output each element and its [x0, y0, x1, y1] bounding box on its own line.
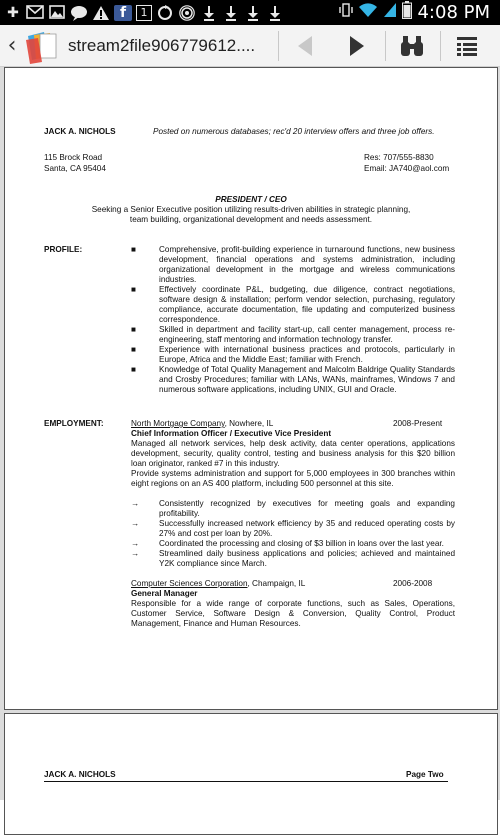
document-page-2: [4, 713, 498, 835]
vibrate-icon: [339, 2, 353, 23]
download-icon: [222, 5, 240, 21]
battery-icon: [402, 1, 412, 24]
list-item: ■ Comprehensive, profit-building experience in turnaround functions, new business development, financial operations and systems administration, including organizational development in the mortgage and wireless communications industries.: [131, 245, 455, 284]
email-address: Email: JA740@aol.com: [364, 164, 450, 173]
clock: 4:08 PM: [417, 2, 490, 23]
wifi-icon: [358, 2, 378, 23]
list-item: ■ Effectively coordinate P&L, budgeting, due diligence, contract negotiations, software design & installation; perform vendor selection, purchasing, regulatory compliance, accurate documentation, file updating and computerized business correspondence.: [131, 285, 455, 324]
triangle-left-icon: [296, 35, 314, 57]
bullet-icon: ■: [131, 285, 136, 294]
document-title[interactable]: stream2file906779612....: [68, 35, 256, 55]
arrow-right-icon: →: [131, 499, 140, 508]
menu-list-icon: [455, 35, 479, 57]
page2-label: Page Two: [406, 770, 444, 779]
list-item: ■ Knowledge of Total Quality Management and Malcolm Baldrige Quality Standards and Crosby Procedures; familiar with LANs, WANs, mainframes, Windows 7 and numerous software applications, including UNIX, GUI and Oracle.: [131, 365, 455, 394]
list-item: → Consistently recognized by executives for meeting goals and expanding profitability.: [131, 499, 455, 518]
app-logo-icon[interactable]: [24, 30, 64, 62]
triangle-right-icon: [348, 35, 366, 57]
sync-icon: [156, 5, 174, 21]
arrow-right-icon: →: [131, 539, 140, 548]
list-item: → Streamlined daily business applications and policies; achieved and maintained Y2K compliance since March.: [131, 549, 455, 568]
job1-dates: 2008-Present: [393, 419, 443, 428]
back-icon[interactable]: ‹: [7, 33, 17, 58]
objective-line-1: Seeking a Senior Executive position utilizing results-driven abilities in strategic planning,: [91, 205, 411, 214]
bullet-icon: ■: [131, 365, 136, 374]
download-icon: [244, 5, 262, 21]
job1-description-2: Provide systems administration and support for 5,000 employees in 300 branches within eight regions on an AS 400 platform, including 500 personnel at this site.: [131, 469, 455, 488]
employment-section: [131, 419, 455, 629]
arrow-right-icon: →: [131, 549, 140, 558]
facebook-icon: f: [114, 5, 132, 21]
warning-icon: [92, 5, 110, 21]
hotspot-icon: [178, 5, 196, 21]
download-icon: [200, 5, 218, 21]
page2-name: JACK A. NICHOLS: [44, 770, 116, 779]
job2-description: Responsible for a wide range of corporate functions, such as Sales, Operations, Customer Service, Software Design & Conversion, Quality Control, Product Management, Finance and Human Resources.: [131, 599, 455, 628]
job1-location: , Nowhere, IL: [224, 419, 274, 428]
phone-number: Res: 707/555-8830: [364, 153, 434, 162]
document-viewer[interactable]: [0, 67, 500, 800]
job2-company: Computer Sciences Corporation: [131, 579, 248, 588]
job2-location: , Champaign, IL: [247, 579, 306, 588]
resume-name: JACK A. NICHOLS: [44, 127, 116, 136]
bullet-icon: ■: [131, 325, 136, 334]
app-toolbar: [0, 25, 500, 67]
job1-description-1: Managed all network services, help desk activity, data center operations, applications development, security, quality control, testing and business analysis for this $20 billion loan originator, ranked #7 in this industry.: [131, 439, 455, 468]
image-icon: [48, 5, 66, 21]
page2-rule: [44, 781, 448, 782]
document-page-1: [4, 67, 498, 710]
address-line-2: Santa, CA 95404: [44, 164, 106, 173]
system-status: [339, 1, 500, 24]
objective-title: PRESIDENT / CEO: [215, 195, 287, 204]
resume-tagline: Posted on numerous databases; rec'd 20 interview offers and three job offers.: [153, 127, 435, 136]
job1-company: North Mortgage Company: [131, 419, 225, 428]
binoculars-icon: [399, 34, 425, 58]
profile-label: PROFILE:: [44, 245, 83, 254]
job2-title: General Manager: [131, 589, 198, 598]
employment-label: EMPLOYMENT:: [44, 419, 104, 428]
signal-icon: [383, 2, 397, 23]
list-item: → Successfully increased network efficiency by 35 and reduced operating costs by 27% and cost per loan by 20%.: [131, 519, 455, 538]
bullet-icon: ■: [131, 245, 136, 254]
calendar-icon: 1: [136, 5, 152, 21]
chat-icon: [70, 5, 88, 21]
profile-list: [131, 245, 455, 395]
mail-icon: [26, 5, 44, 21]
find-button[interactable]: [386, 25, 438, 66]
download-icon: [266, 5, 284, 21]
list-item: → Coordinated the processing and closing of $3 billion in loans over the last year.: [131, 539, 444, 548]
notification-icons: [0, 5, 284, 21]
bullet-icon: ■: [131, 345, 136, 354]
objective-line-2: team building, organizational development and needs assessment.: [129, 215, 373, 224]
job2-dates: 2006-2008: [393, 579, 433, 588]
arrow-right-icon: →: [131, 519, 140, 528]
address-line-1: 115 Brock Road: [44, 153, 103, 162]
menu-button[interactable]: [441, 25, 493, 66]
previous-page-button[interactable]: [279, 25, 331, 66]
status-bar: [0, 0, 500, 25]
list-item: ■ Skilled in department and facility start-up, call center management, process re-engineering, staff mentoring and information technology transfer.: [131, 325, 455, 344]
job1-title: Chief Information Officer / Executive Vice President: [131, 429, 332, 438]
next-page-button[interactable]: [331, 25, 383, 66]
add-icon: ✚: [7, 4, 19, 21]
list-item: ■ Experience with international business practices and protocols, particularly in Europe, Africa and the Middle East; familiar with French.: [131, 345, 455, 364]
